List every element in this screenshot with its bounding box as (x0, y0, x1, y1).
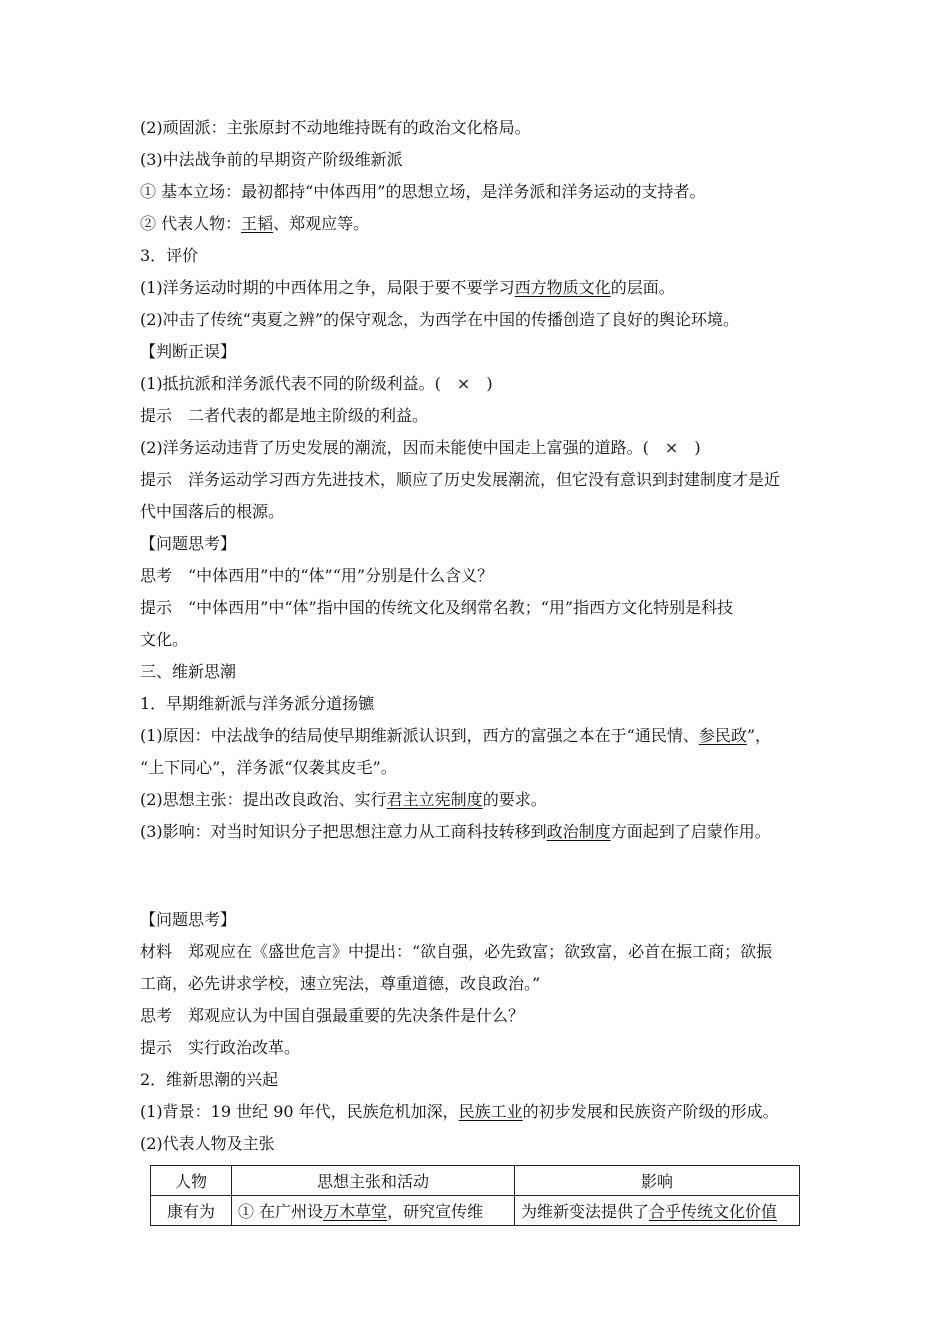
text-run: 三、维新思潮 (140, 662, 237, 681)
text-line (140, 118, 531, 138)
underlined-answer: 合乎传统文化价值 (649, 1202, 778, 1221)
header-influence: 影响 (515, 1166, 800, 1196)
text-line (140, 942, 772, 962)
text-run: 为维新变法提供了 (521, 1202, 650, 1221)
underlined-answer: 西方物质文化 (514, 278, 611, 297)
text-line (140, 534, 236, 554)
text-run: 思考 郑观应认为中国自强最重要的先决条件是什么？ (140, 1006, 525, 1025)
text-run: 提示 洋务运动学习西方先进技术，顺应了历史发展潮流，但它没有意识到封建制度才是近 (140, 470, 781, 489)
cell-ideas (232, 1196, 515, 1226)
text-run: 提示 二者代表的都是地主阶级的利益。 (140, 406, 429, 425)
text-run: 文化。 (140, 630, 189, 649)
table-header-row (151, 1166, 800, 1196)
text-run: ① 在广州设 (238, 1202, 324, 1221)
text-run: (1)背景：19 世纪 90 年代，民族危机加深， (140, 1102, 459, 1121)
text-run: 工商，必先讲求学校，速立宪法，尊重道德，改良政治。” (140, 974, 541, 993)
text-line (140, 438, 701, 458)
text-line (140, 598, 733, 618)
underlined-answer: 万木草堂 (323, 1202, 388, 1221)
text-run: 【问题思考】 (140, 534, 237, 553)
text-line (140, 182, 705, 202)
cell-person: 康有为 (151, 1196, 232, 1226)
text-run: (2)顽固派：主张原封不动地维持既有的政治文化格局。 (140, 118, 531, 137)
text-run: (2)代表人物及主张 (140, 1134, 275, 1153)
text-run: (2)洋务运动违背了历史发展的潮流，因而未能使中国走上富强的道路。( × ) (140, 438, 701, 457)
text-run: 2．维新思潮的兴起 (140, 1070, 279, 1089)
text-line (140, 662, 236, 682)
text-line (140, 1102, 779, 1122)
underlined-answer: 王韬 (241, 214, 274, 233)
text-run: (2)思想主张：提出改良政治、实行 (140, 790, 387, 809)
text-line (140, 822, 771, 842)
text-run: 、郑观应等。 (273, 214, 370, 233)
text-run: 提示 “中体西用”中“体”指中国的传统文化及纲常名教；“用”指西方文化特别是科技 (140, 598, 734, 617)
text-run: 方面起到了启蒙作用。 (610, 822, 771, 841)
text-line (140, 790, 547, 810)
text-run: (2)冲击了传统“夷夏之辨”的保守观念，为西学在中国的传播创造了良好的舆论环境。 (140, 310, 740, 329)
text-line (140, 974, 540, 994)
text-line (140, 406, 428, 426)
underlined-answer: 政治制度 (546, 822, 611, 841)
text-run: 的层面。 (610, 278, 675, 297)
text-line (140, 374, 493, 394)
table-row (151, 1196, 800, 1226)
text-line (140, 310, 739, 330)
text-run: 的初步发展和民族资产阶级的形成。 (522, 1102, 779, 1121)
underlined-answer: 民族工业 (458, 1102, 523, 1121)
text-line (140, 630, 188, 650)
text-line (140, 1006, 524, 1026)
cell-influence (515, 1196, 800, 1226)
text-run: 3．评价 (140, 246, 199, 265)
text-line (140, 214, 369, 234)
text-run: (1)抵抗派和洋务派代表不同的阶级利益。( × ) (140, 374, 493, 393)
reformers-table (150, 1165, 800, 1226)
text-run: (1)洋务运动时期的中西体用之争，局限于要不要学习 (140, 278, 515, 297)
underlined-answer: 君主立宪制度 (386, 790, 483, 809)
text-run: 的要求。 (482, 790, 547, 809)
text-line (140, 150, 403, 170)
text-line (140, 1070, 278, 1090)
text-run: ① 基本立场：最初都持“中体西用”的思想立场，是洋务派和洋务运动的支持者。 (140, 182, 706, 201)
text-run: 1．早期维新派与洋务派分道扬镳 (140, 694, 375, 713)
text-run: 代中国落后的根源。 (140, 502, 285, 521)
header-person: 人物 (151, 1166, 232, 1196)
text-line (140, 502, 284, 522)
underlined-answer: 参民政 (698, 726, 747, 745)
text-run: 材料 郑观应在《盛世危言》中提出：“欲自强，必先致富；欲致富，必首在振工商；欲振 (140, 942, 773, 961)
text-line (140, 246, 198, 266)
text-line (140, 910, 236, 930)
text-run: (3)影响：对当时知识分子把思想注意力从工商科技转移到 (140, 822, 547, 841)
text-line (140, 470, 780, 490)
text-line (140, 694, 374, 714)
text-run: 【判断正误】 (140, 342, 237, 361)
text-run: 思考 “中体西用”中的“体”“用”分别是什么含义？ (140, 566, 494, 585)
text-run: ② 代表人物： (140, 214, 242, 233)
text-line (140, 342, 236, 362)
text-run: ，研究宣传维 (387, 1202, 484, 1221)
text-run: (3)中法战争前的早期资产阶级维新派 (140, 150, 403, 169)
text-run: ”， (746, 726, 772, 745)
text-line (140, 758, 397, 778)
text-run: 提示 实行政治改革。 (140, 1038, 301, 1057)
text-line (140, 1134, 275, 1154)
text-run: 【问题思考】 (140, 910, 237, 929)
text-line (140, 278, 675, 298)
text-run: (1)原因：中法战争的结局使早期维新派认识到，西方的富强之本在于“通民情、 (140, 726, 699, 745)
text-run: “上下同心”，洋务派“仅袭其皮毛”。 (140, 758, 397, 777)
header-ideas-activities: 思想主张和活动 (232, 1166, 515, 1196)
text-line (140, 566, 493, 586)
text-line (140, 726, 771, 746)
text-line (140, 1038, 300, 1058)
